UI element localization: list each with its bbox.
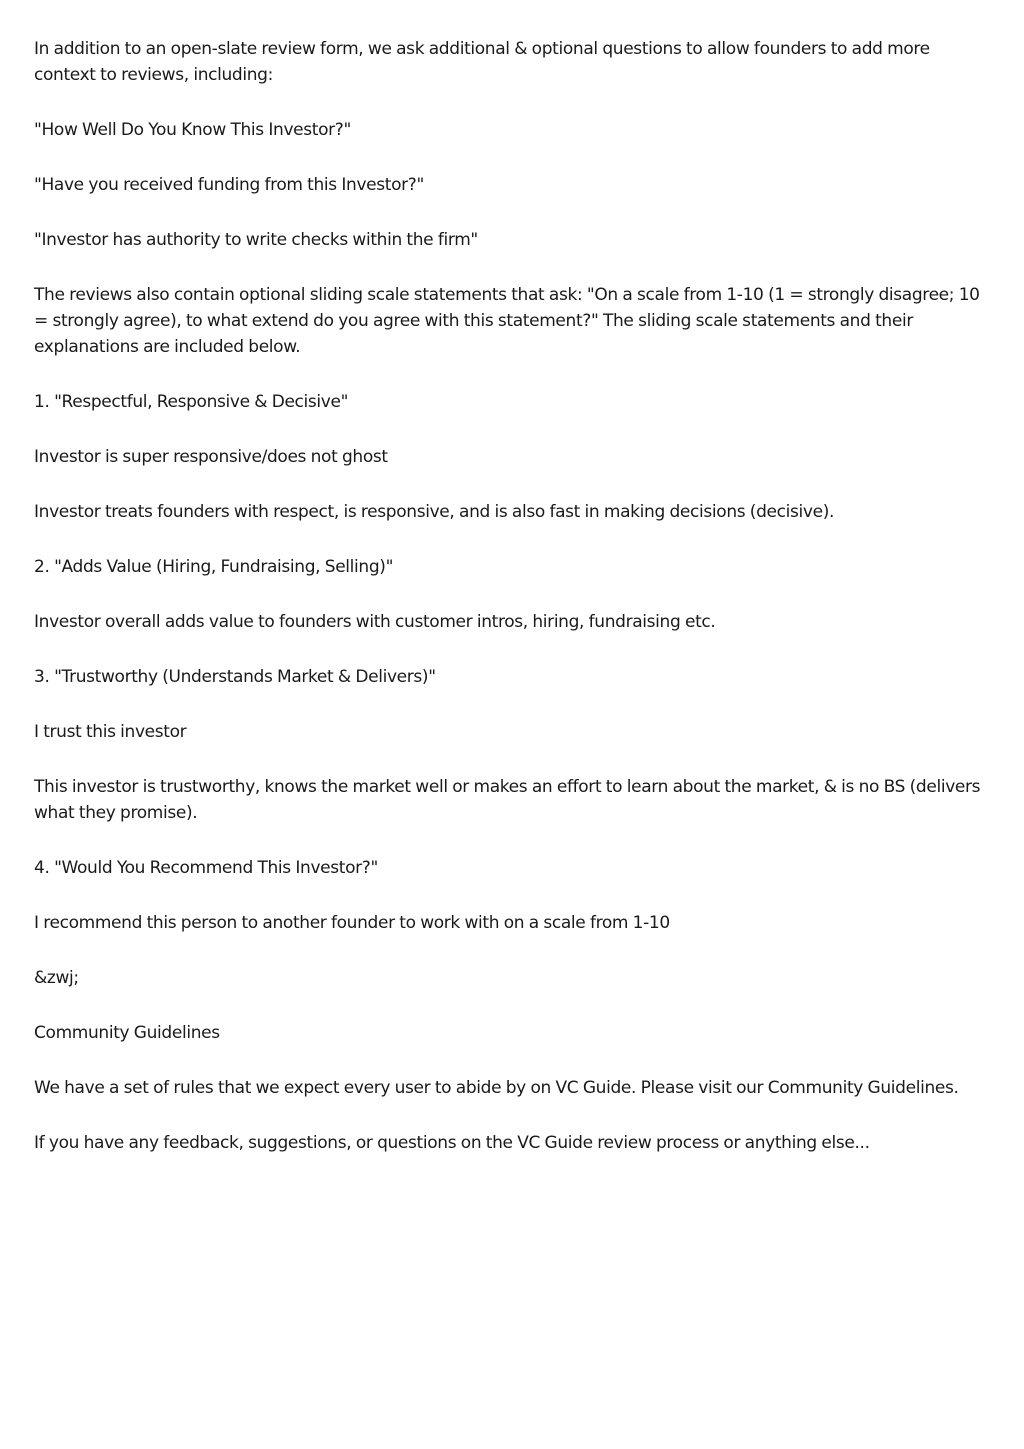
statement-1-explanation: Investor treats founders with respect, is responsive, and is also fast in making decisions (decisive). — [34, 502, 835, 522]
statement-4-explanation: I recommend this person to another founder to work with on a scale from 1-10 — [34, 913, 670, 933]
statement-1-heading: 1. "Respectful, Responsive & Decisive" — [34, 392, 349, 412]
statement-2-heading: 2. "Adds Value (Hiring, Fundraising, Selling)" — [34, 557, 394, 577]
statement-2-explanation: Investor overall adds value to founders with customer intros, hiring, fundraising etc. — [34, 612, 716, 632]
statement-3-summary: I trust this investor — [34, 722, 187, 742]
community-guidelines-heading: Community Guidelines — [34, 1023, 220, 1043]
statement-3-heading: 3. "Trustworthy (Understands Market & Delivers)" — [34, 667, 436, 687]
sliding-scale-paragraph: The reviews also contain optional sliding scale statements that ask: "On a scale from 1-10 (1 = strongly disagree; 10 = strongly agree), to what extend do you agree with this statement?" The sliding scale statements and their explanations are included below. — [34, 285, 980, 357]
question-received-funding: "Have you received funding from this Investor?" — [34, 175, 424, 195]
statement-3-explanation: This investor is trustworthy, knows the market well or makes an effort to learn about the market, & is no BS (delivers what they promise). — [34, 777, 981, 823]
community-guidelines-paragraph: We have a set of rules that we expect every user to abide by on VC Guide. Please visit our Community Guidelines. — [34, 1078, 959, 1098]
question-know-investor: "How Well Do You Know This Investor?" — [34, 120, 351, 140]
question-check-authority: "Investor has authority to write checks within the firm" — [34, 230, 478, 250]
statement-1-summary: Investor is super responsive/does not ghost — [34, 447, 388, 467]
feedback-paragraph: If you have any feedback, suggestions, or questions on the VC Guide review process or anything else... — [34, 1133, 870, 1153]
intro-paragraph: In addition to an open-slate review form, we ask additional & optional questions to allow founders to add more context to reviews, including: — [34, 39, 930, 85]
zwj-entity-text: &zwj; — [34, 968, 79, 988]
statement-4-heading: 4. "Would You Recommend This Investor?" — [34, 858, 378, 878]
